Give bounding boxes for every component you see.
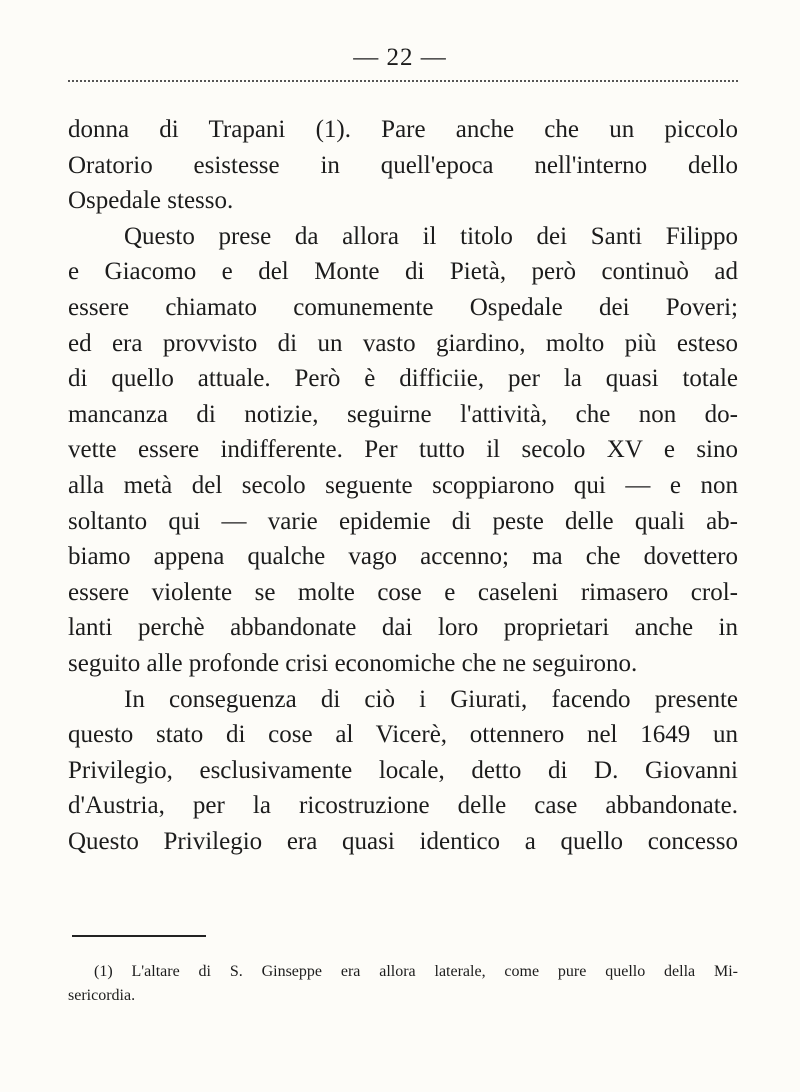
- text-line: e Giacomo e del Monte di Pietà, però continuò ad: [68, 258, 738, 286]
- text-line: di quello attuale. Però è difficiie, per la quasi totale: [68, 365, 738, 393]
- text-line: Ospedale stesso.: [68, 187, 234, 215]
- text-line: seguito alle profonde crisi economiche che ne seguirono.: [68, 649, 638, 677]
- page-number: — 22 —: [353, 44, 447, 71]
- text-line: d'Austria, per la ricostruzione delle case abbandonate.: [68, 792, 738, 820]
- text-line: lanti perchè abbandonate dai loro proprietari anche in: [68, 614, 738, 642]
- text-line: questo stato di cose al Vicerè, ottennero nel 1649 un: [68, 721, 738, 749]
- text-line: Questo Privilegio era quasi identico a quello concesso: [68, 827, 738, 855]
- text-line: soltanto qui — varie epidemie di peste delle quali ab-: [68, 507, 738, 535]
- text-line: alla metà del secolo seguente scoppiarono qui — e non: [68, 471, 738, 499]
- text-line: In conseguenza di ciò i Giurati, facendo presente: [124, 685, 738, 713]
- footnote-line: (1) L'altare di S. Ginseppe era allora laterale, come pure quello della Mi-: [94, 963, 738, 980]
- text-line: mancanza di notizie, seguirne l'attività, che non do-: [68, 400, 738, 428]
- header-dotted-rule: [68, 80, 738, 82]
- footnote: [68, 960, 738, 1008]
- body-text: [68, 112, 738, 859]
- text-line: vette essere indifferente. Per tutto il secolo XV e sino: [68, 436, 738, 464]
- text-line: essere violente se molte cose e caseleni rimasero crol-: [68, 578, 738, 606]
- footnote-separator: [72, 935, 206, 937]
- text-line: donna di Trapani (1). Pare anche che un piccolo: [68, 116, 738, 143]
- footnote-line: sericordia.: [68, 987, 136, 1004]
- text-line: ed era provvisto di un vasto giardino, molto più esteso: [68, 329, 738, 357]
- text-line: Privilegio, esclusivamente locale, detto di D. Giovanni: [68, 756, 738, 784]
- text-line: biamo appena qualche vago accenno; ma che dovettero: [68, 543, 738, 571]
- text-line: Oratorio esistesse in quell'epoca nell'interno dello: [68, 151, 738, 179]
- text-line: essere chiamato comunemente Ospedale dei Poveri;: [68, 293, 738, 321]
- text-line: Questo prese da allora il titolo dei Santi Filippo: [124, 222, 738, 250]
